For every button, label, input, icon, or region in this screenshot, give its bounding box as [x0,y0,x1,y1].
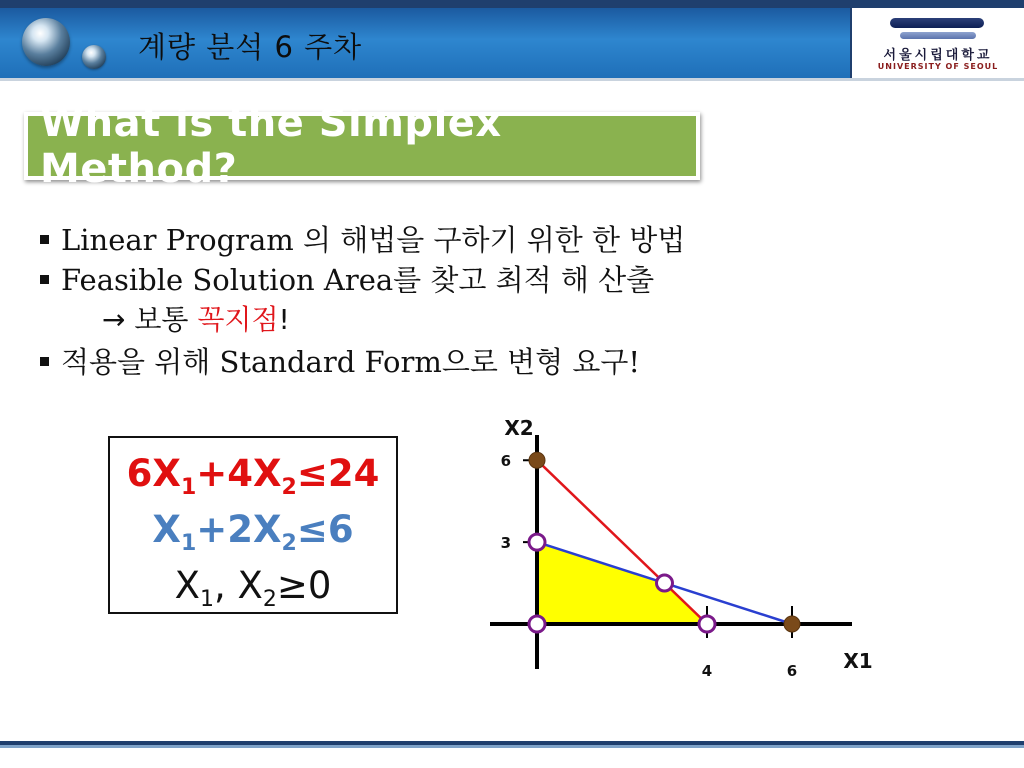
y-tick-label: 3 [500,534,511,553]
feasible-vertex [657,575,673,591]
feasible-vertex [529,616,545,632]
x-tick-label: 6 [786,662,798,680]
bullet-item [40,340,640,381]
infeasible-vertex [784,616,800,632]
constraint-nonneg: $X_1$, $X_2\ge 0$ [174,564,332,612]
sub-line-prefix: → 보통 [102,303,198,336]
logo-english-text: UNIVERSITY OF SEOUL [877,62,999,71]
infeasible-vertex [529,452,545,468]
bullet-item [40,258,654,299]
bullet-item [40,218,685,259]
header-title: 계량 분석 6 주차 [138,30,363,64]
slide-title-box [24,100,700,192]
sub-line-end: ! [278,303,290,336]
bullet-text: Linear Program 의 해법을 구하기 위한 한 방법 [61,223,686,257]
sub-line-highlight: 꼭지점 [197,303,279,336]
feasible-region-graph [480,405,890,685]
feasible-vertex [699,616,715,632]
bullet-square-icon [40,357,49,366]
logo-mark-bottom [900,32,976,39]
constraint-1: $6X_1+4X_2\le 24$ [126,452,380,500]
bullet-text: Feasible Solution Area를 찾고 최적 해 산출 [61,263,655,297]
logo-mark-top [890,18,984,28]
bullet-square-icon [40,275,49,284]
top-border [0,0,1024,8]
slide-title: What is the Simplex Method? [28,116,696,176]
feasible-vertex [529,534,545,550]
logo-korean-text: 서울시립대학교 [883,48,993,63]
header-band [0,8,850,78]
header-underline [0,78,1024,81]
bottom-border-accent [0,745,1024,748]
sub-line [102,298,290,338]
x-tick-label: 4 [701,662,713,680]
bullet-square-icon [40,235,49,244]
x-axis-label: X1 [843,649,873,673]
university-logo [858,12,1018,74]
y-tick-label: 6 [500,452,511,471]
globe-icon [22,18,70,66]
constraint-box [108,436,398,614]
small-globe-icon [82,45,106,69]
constraint-2: $X_1+2X_2\le 6$ [152,508,354,556]
y-axis-label: X2 [504,416,534,440]
bullet-text: 적용을 위해 Standard Form으로 변형 요구! [61,345,641,379]
feasible-region [537,542,707,624]
